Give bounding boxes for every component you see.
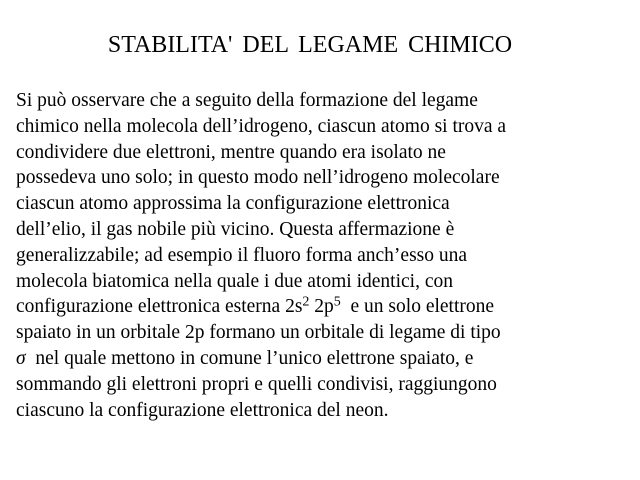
- paragraph-line-10: spaiato in un orbitale 2p formano un orbitale di legame di tipo: [16, 322, 501, 344]
- paragraph-line-7: generalizzabile; ad esempio il fluoro forma anch’esso una: [16, 244, 468, 266]
- paragraph-line-4: possedeva uno solo; in questo modo nell’idrogeno molecolare: [16, 167, 500, 189]
- slide-title: STABILITA' DEL LEGAME CHIMICO: [107, 32, 513, 58]
- paragraph-line-2: chimico nella molecola dell’idrogeno, ciascun atomo si trova a: [16, 115, 507, 137]
- paragraph-line-1: Si può osservare che a seguito della formazione del legame: [16, 90, 478, 111]
- paragraph-line-8: molecola biatomica nella quale i due atomi identici, con: [16, 270, 453, 292]
- paragraph-line-6: dell’elio, il gas nobile più vicino. Questa affermazione è: [16, 218, 455, 240]
- orbital-2p-text: 2p: [309, 296, 334, 318]
- paragraph-line-3: condividere due elettroni, mentre quando era isolato ne: [16, 141, 446, 163]
- superscript-2p: 5: [333, 295, 341, 311]
- electron-config-text: configurazione elettronica esterna 2s: [16, 296, 303, 318]
- line-11-rest: nel quale mettono in comune l’unico elettrone spaiato, e: [25, 347, 474, 369]
- paragraph-line-12: sommando gli elettroni propri e quelli condivisi, raggiungono: [16, 373, 497, 395]
- body-paragraph: [16, 88, 631, 423]
- paragraph-line-13: ciascuno la configurazione elettronica del neon.: [16, 399, 389, 421]
- paragraph-line-9: [16, 294, 631, 320]
- sigma-symbol: σ: [16, 347, 26, 369]
- paragraph-line-5: ciascun atomo approssima la configurazione elettronica: [16, 193, 450, 215]
- superscript-2s: 2: [302, 295, 310, 311]
- line-9-rest: e un solo elettrone: [340, 296, 495, 318]
- paragraph-line-11: [16, 346, 631, 372]
